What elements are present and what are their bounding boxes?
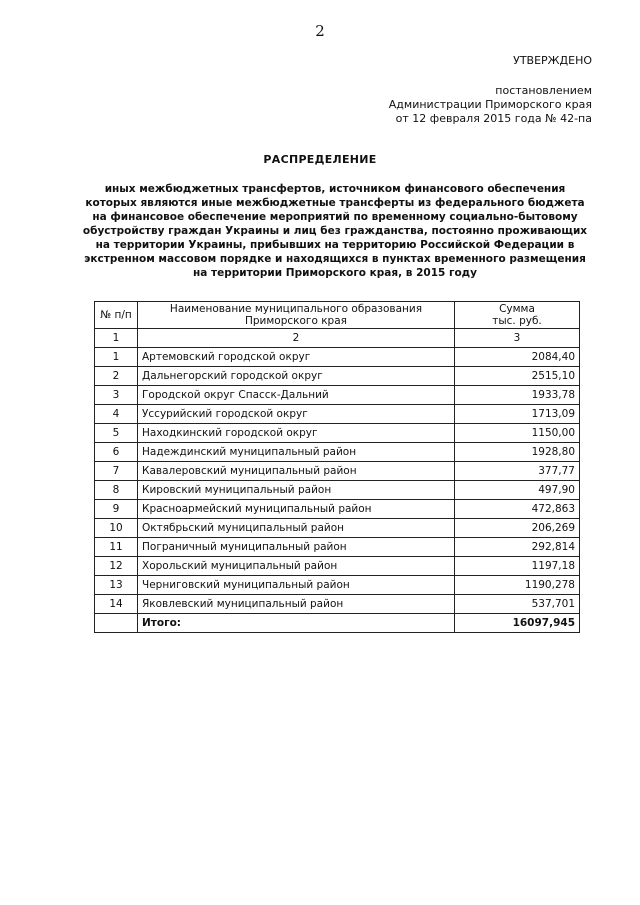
row-amount: 1150,00	[455, 424, 580, 443]
row-municipality: Находкинский городской округ	[138, 424, 455, 443]
column-index: 1	[95, 329, 138, 348]
row-number: 7	[95, 462, 138, 481]
table-row	[95, 348, 580, 367]
subtitle-line: обустройству граждан Украины и лиц без гражданства, постоянно проживающих	[82, 225, 588, 237]
row-municipality: Кавалеровский муниципальный район	[138, 462, 455, 481]
table-row	[95, 500, 580, 519]
table-header-row	[95, 302, 580, 329]
table-row	[95, 595, 580, 614]
header-num: № п/п	[95, 302, 138, 329]
table-row	[95, 405, 580, 424]
column-index: 2	[138, 329, 455, 348]
column-index: 3	[455, 329, 580, 348]
decree-reference	[389, 84, 592, 126]
row-municipality: Городской округ Спасск-Дальний	[138, 386, 455, 405]
decree-line: Администрации Приморского края	[388, 98, 592, 111]
row-amount: 292,814	[455, 538, 580, 557]
table-row	[95, 557, 580, 576]
header-sum-line: Сумма	[499, 303, 535, 315]
row-municipality: Яковлевский муниципальный район	[138, 595, 455, 614]
row-amount: 472,863	[455, 500, 580, 519]
row-number: 12	[95, 557, 138, 576]
header-name-line: Приморского края	[245, 315, 347, 327]
row-amount: 206,269	[455, 519, 580, 538]
decree-line: от 12 февраля 2015 года № 42-па	[395, 112, 592, 125]
row-number: 11	[95, 538, 138, 557]
row-municipality: Уссурийский городской округ	[138, 405, 455, 424]
subtitle-line: на территории Украины, прибывших на территорию Российской Федерации в	[95, 239, 575, 251]
row-municipality: Красноармейский муниципальный район	[138, 500, 455, 519]
subtitle-line: на финансовое обеспечение мероприятий по временному социально-бытовому	[92, 211, 578, 223]
table-row	[95, 443, 580, 462]
table-row	[95, 576, 580, 595]
row-amount: 1190,278	[455, 576, 580, 595]
row-municipality: Пограничный муниципальный район	[138, 538, 455, 557]
total-label: Итого:	[138, 614, 455, 633]
subtitle-line: которых являются иные межбюджетные трансферты из федерального бюджета	[85, 197, 585, 209]
table-row	[95, 481, 580, 500]
header-name	[138, 302, 455, 329]
row-number: 14	[95, 595, 138, 614]
row-municipality: Дальнегорский городской округ	[138, 367, 455, 386]
row-amount: 1713,09	[455, 405, 580, 424]
row-amount: 2515,10	[455, 367, 580, 386]
row-amount: 497,90	[455, 481, 580, 500]
subtitle-line: иных межбюджетных трансфертов, источником финансового обеспечения	[104, 183, 566, 195]
header-sum	[455, 302, 580, 329]
row-municipality: Октябрьский муниципальный район	[138, 519, 455, 538]
row-amount: 537,701	[455, 595, 580, 614]
row-amount: 377,77	[455, 462, 580, 481]
row-number: 10	[95, 519, 138, 538]
row-number: 8	[95, 481, 138, 500]
allocation-table	[94, 301, 580, 633]
row-municipality: Черниговский муниципальный район	[138, 576, 455, 595]
table-row	[95, 462, 580, 481]
row-amount: 2084,40	[455, 348, 580, 367]
row-number: 3	[95, 386, 138, 405]
table-row	[95, 386, 580, 405]
row-amount: 1933,78	[455, 386, 580, 405]
header-name-line: Наименование муниципального образования	[169, 303, 423, 315]
row-municipality: Надеждинский муниципальный район	[138, 443, 455, 462]
row-number: 9	[95, 500, 138, 519]
subtitle-line: экстренном массовом порядке и находящихся в пунктах временного размещения	[84, 253, 586, 265]
document-subtitle	[80, 182, 590, 280]
row-amount: 1928,80	[455, 443, 580, 462]
document-title: РАСПРЕДЕЛЕНИЕ	[263, 153, 377, 166]
table-row	[95, 519, 580, 538]
row-number: 13	[95, 576, 138, 595]
row-number: 6	[95, 443, 138, 462]
table-row	[95, 538, 580, 557]
table-body	[95, 348, 580, 614]
table-row	[95, 424, 580, 443]
row-municipality: Артемовский городской округ	[138, 348, 455, 367]
row-number: 4	[95, 405, 138, 424]
page-number: 2	[315, 22, 325, 40]
decree-line: постановлением	[495, 84, 592, 97]
table-row	[95, 367, 580, 386]
header-sum-line: тыс. руб.	[492, 315, 542, 327]
column-index-row	[95, 329, 580, 348]
approval-stamp: УТВЕРЖДЕНО	[513, 54, 592, 67]
row-amount: 1197,18	[455, 557, 580, 576]
total-sum: 16097,945	[455, 614, 580, 633]
row-municipality: Хорольский муниципальный район	[138, 557, 455, 576]
row-number: 5	[95, 424, 138, 443]
row-number: 1	[95, 348, 138, 367]
subtitle-line: на территории Приморского края, в 2015 году	[193, 267, 477, 279]
row-number: 2	[95, 367, 138, 386]
total-row	[95, 614, 580, 633]
total-num-cell	[95, 614, 138, 633]
row-municipality: Кировский муниципальный район	[138, 481, 455, 500]
